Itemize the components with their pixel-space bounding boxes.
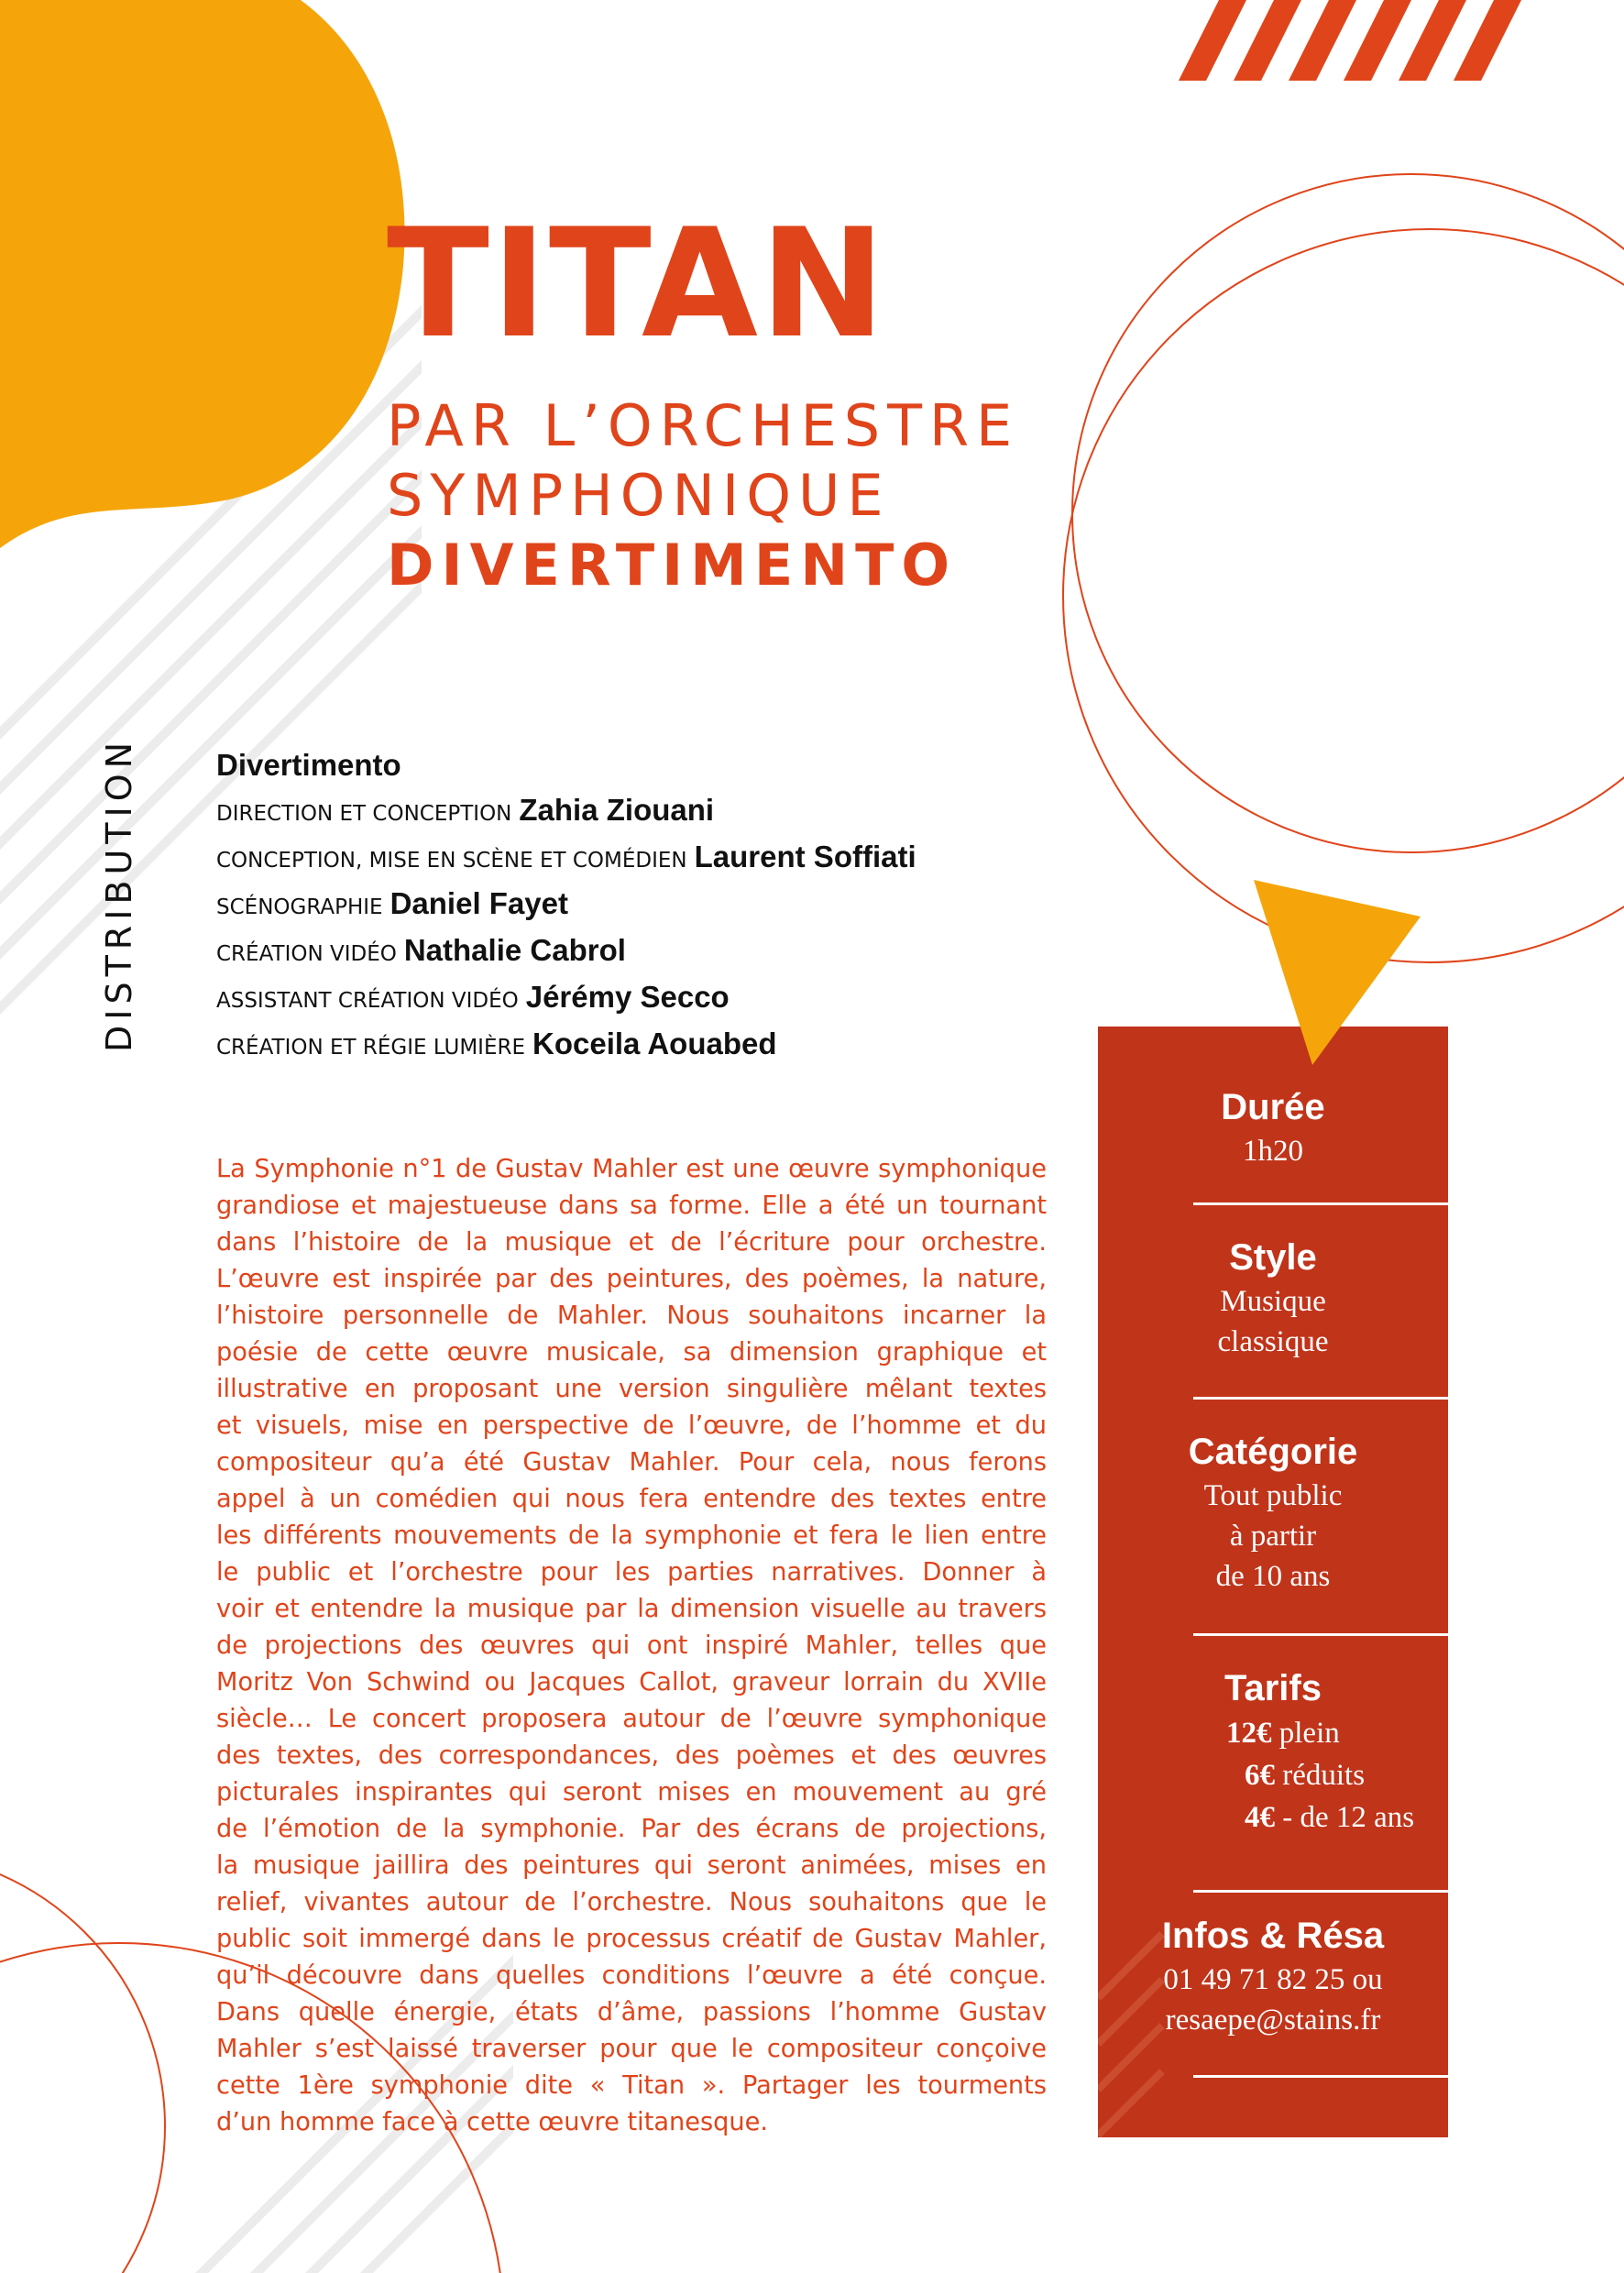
tarif-label: plein	[1271, 1717, 1340, 1750]
credit-role: ASSISTANT CRÉATION VIDÉO	[216, 989, 519, 1013]
credit-name: Jérémy Secco	[525, 980, 730, 1014]
credit-row	[216, 786, 1023, 833]
description-line: et visuels, mise en perspective de l’œuvre, de l’homme et du	[216, 1411, 1047, 1440]
description-line: grandiose et majestueuse dans sa forme. Elle a été un tournant	[216, 1191, 1047, 1220]
info-box	[1098, 1027, 1448, 2137]
description-line: picturales inspirantes qui seront mises en mouvement au gré	[216, 1778, 1047, 1806]
orange-stripes-top	[1179, 0, 1521, 81]
credit-name: Laurent Soffiati	[694, 840, 916, 873]
categorie-value-line: à partir	[1229, 1520, 1317, 1553]
tarif-price: 6€	[1245, 1759, 1275, 1792]
credit-role: CONCEPTION, MISE EN SCÈNE ET COMÉDIEN	[216, 849, 687, 873]
description-line: de l’émotion de la symphonie. Par des écrans de projections,	[216, 1815, 1047, 1843]
description-line: Dans quelle énergie, états d’âme, passions l’homme Gustav	[216, 1998, 1047, 2026]
credit-role: CRÉATION VIDÉO	[216, 942, 397, 966]
tarifs-label: Tarifs	[1224, 1668, 1322, 1708]
credit-row	[216, 973, 1023, 1020]
categorie-value-line: de 10 ans	[1215, 1560, 1331, 1593]
info-divider	[1193, 1397, 1448, 1400]
description-line: des textes, des correspondances, des poèmes et des œuvres	[216, 1741, 1047, 1770]
style-label: Style	[1229, 1237, 1317, 1278]
large-outline-circle	[1063, 229, 1624, 962]
description-line: de projections des œuvres qui ont inspiré Mahler, telles que	[216, 1631, 1047, 1660]
description-line: poésie de cette œuvre musicale, sa dimension graphique et	[216, 1338, 1047, 1367]
credit-row	[216, 1020, 1023, 1067]
description-line: les différents mouvements de la symphonie et fera le lien entre	[216, 1521, 1047, 1550]
credit-role: CRÉATION ET RÉGIE LUMIÈRE	[216, 1036, 526, 1060]
description-line: Moritz Von Schwind ou Jacques Callot, graveur lorrain du XVIIe	[216, 1668, 1047, 1697]
categorie-label: Catégorie	[1188, 1432, 1358, 1472]
description-line: Mahler s’est laissé traverser pour que le compositeur conçoive	[216, 2035, 1047, 2063]
description-text	[216, 1151, 1047, 2141]
description-line: voir et entendre la musique par la dimension visuelle au travers	[216, 1595, 1047, 1623]
info-tarifs	[1098, 1664, 1448, 1839]
credit-role: SCÉNOGRAPHIE	[216, 895, 383, 919]
distribution-heading: DISTRIBUTION	[99, 736, 139, 1052]
description-line: dans l’histoire de la musique et de l’écriture pour orchestre.	[216, 1228, 1047, 1257]
credit-name: Nathalie Cabrol	[403, 933, 626, 967]
subtitle-line-1: PAR L’ORCHESTRE	[387, 392, 1020, 459]
description-line: d’un homme face à cette œuvre titanesque.	[216, 2108, 769, 2136]
tarif-price: 12€	[1226, 1717, 1272, 1750]
description-line: illustrative en proposant une version singulière mêlant textes	[216, 1375, 1047, 1403]
small-outline-circle	[1072, 174, 1624, 852]
tarif-label: réduits	[1275, 1759, 1366, 1792]
credit-row	[216, 833, 1023, 880]
info-divider	[1193, 1202, 1448, 1205]
description-line: compositeur qu’a été Gustav Mahler. Pour cela, nous ferons	[216, 1448, 1047, 1477]
tarifs-list	[1098, 1712, 1448, 1839]
description-line: La Symphonie n°1 de Gustav Mahler est une œuvre symphonique	[216, 1155, 1047, 1183]
info-duree	[1098, 1083, 1448, 1171]
description-line: le public et l’orchestre pour les parties narratives. Donner à	[216, 1558, 1047, 1587]
credit-row	[216, 880, 1023, 927]
info-divider	[1193, 1633, 1448, 1636]
company-name: Divertimento	[216, 748, 401, 782]
credit-role: DIRECTION ET CONCEPTION	[216, 802, 512, 826]
tarif-price: 4€	[1245, 1801, 1275, 1834]
description-line: l’histoire personnelle de Mahler. Nous souhaitons incarner la	[216, 1301, 1047, 1330]
description-line: cette 1ère symphonie dite « Titan ». Partager les tourments	[216, 2071, 1047, 2100]
description-line: public soit immergé dans le processus créatif de Gustav Mahler,	[216, 1925, 1047, 1953]
tarif-label: - de 12 ans	[1275, 1801, 1415, 1834]
credits-list	[216, 744, 1023, 1067]
credit-name: Zahia Ziouani	[519, 793, 715, 827]
style-value-line: classique	[1217, 1325, 1329, 1358]
style-value-line: Musique	[1220, 1285, 1326, 1318]
categorie-value-line: Tout public	[1203, 1479, 1343, 1512]
info-categorie	[1098, 1428, 1448, 1597]
credit-row	[216, 927, 1023, 973]
description-line: la musique jaillira des peintures qui seront animées, mises en	[216, 1851, 1047, 1880]
info-style	[1098, 1234, 1448, 1362]
description-line: relief, vivantes autour de l’orchestre. Nous souhaitons que le	[216, 1888, 1047, 1916]
bottom-outline-circle-2	[0, 1851, 165, 2273]
description-line: L’œuvre est inspirée par des peintures, des poèmes, la nature,	[216, 1265, 1047, 1293]
description-line: appel à un comédien qui nous fera entendre des textes entre	[216, 1485, 1047, 1513]
tarif-row	[1226, 1796, 1448, 1839]
contact-label: Infos & Résa	[1161, 1916, 1385, 1956]
description-line: qu’il découvre dans quelles conditions l’œuvre a été conçue.	[216, 1961, 1047, 1990]
contact-email[interactable]: resaepe@stains.fr	[1165, 2004, 1381, 2037]
info-divider	[1193, 2075, 1448, 2078]
duree-label: Durée	[1221, 1087, 1325, 1127]
yellow-blob-shape	[0, 0, 405, 548]
duree-value: 1h20	[1243, 1135, 1303, 1168]
subtitle-line-2: SYMPHONIQUE	[387, 462, 891, 529]
description-line: siècle… Le concert proposera autour de l’œuvre symphonique	[216, 1705, 1047, 1733]
tarif-row	[1226, 1754, 1448, 1796]
credit-name: Daniel Fayet	[390, 886, 569, 920]
info-contact	[1098, 1912, 1448, 2040]
contact-phone[interactable]: 01 49 71 82 25 ou	[1163, 1963, 1383, 1996]
tarif-row	[1226, 1712, 1448, 1754]
subtitle-line-3: DIVERTIMENTO	[387, 532, 958, 598]
credit-name: Koceila Aouabed	[532, 1027, 777, 1060]
page-title: TITAN	[387, 196, 888, 371]
info-divider	[1193, 1890, 1448, 1893]
